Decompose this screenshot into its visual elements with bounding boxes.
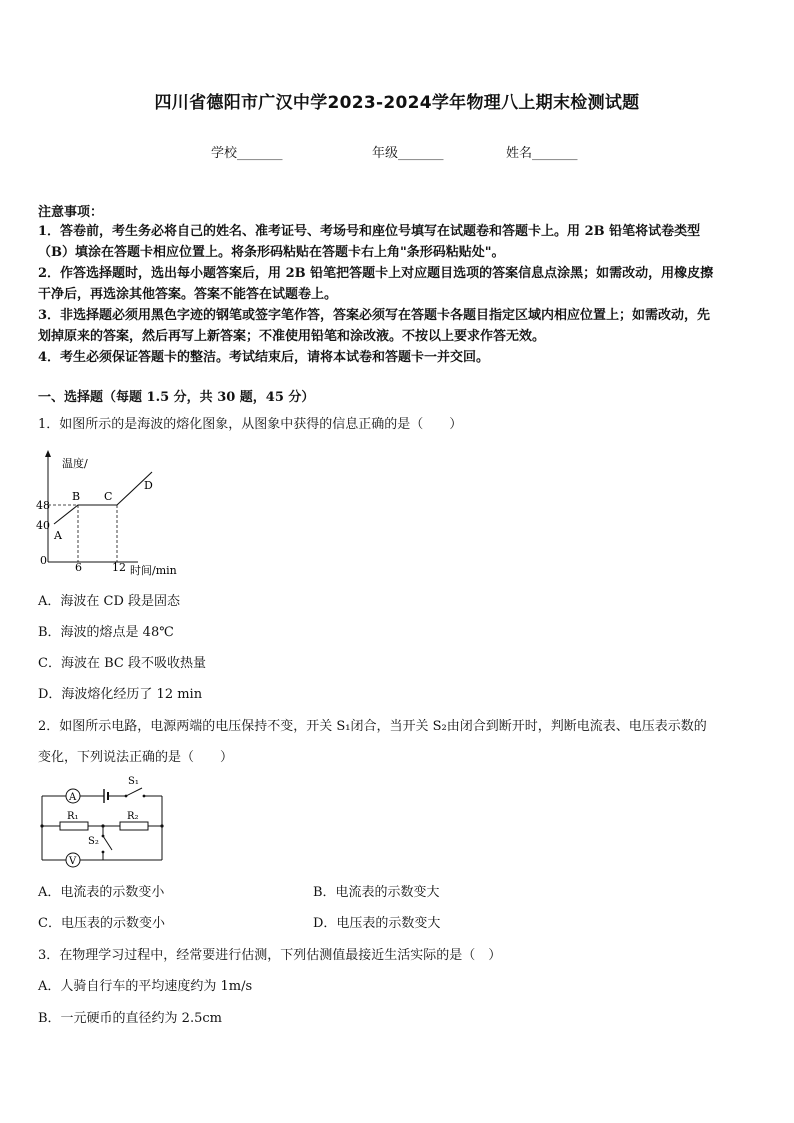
q2-stem-line-2: 变化，下列说法正确的是（ ）	[38, 750, 234, 765]
switch-s1	[126, 788, 142, 796]
graph-ytick-40: 40	[36, 519, 50, 532]
resistor-r1	[60, 822, 88, 830]
graph-y-arrow	[45, 450, 51, 457]
q2-option-a: A．电流表的示数变小	[38, 885, 165, 900]
graph-point-b: B	[72, 490, 81, 503]
graph-curve	[54, 472, 152, 524]
section-heading: 一、选择题（每题 1.5 分，共 30 题，45 分）	[38, 390, 315, 405]
resistor-r2	[120, 822, 148, 830]
notice-line-6: 划掉原来的答案，然后再写上新答案；不准使用铅笔和涂改液。不按以上要求作答无效。	[38, 329, 546, 344]
q2-option-b: B．电流表的示数变大	[313, 885, 440, 900]
q3-stem: 3．在物理学习过程中，经常要进行估测，下列估测值最接近生活实际的是（ ）	[38, 948, 502, 963]
school-field: 学校_______	[211, 146, 283, 161]
voltmeter-label: V	[69, 856, 77, 867]
r2-label: R₂	[127, 811, 139, 822]
graph-ylabel: 温度/	[62, 457, 88, 470]
graph-point-c: C	[104, 490, 113, 503]
notice-line-4: 干净后，再选涂其他答案。答案不能答在试题卷上。	[38, 287, 338, 302]
q1-melting-graph	[30, 446, 200, 582]
page-title: 四川省德阳市广汉中学2023-2024学年物理八上期末检测试题	[154, 93, 640, 113]
q2-circuit-diagram	[36, 774, 168, 872]
graph-point-d: D	[144, 479, 153, 492]
q2-option-d: D．电压表的示数变大	[313, 916, 441, 931]
name-field: 姓名_______	[506, 146, 578, 161]
q3-option-a: A．人骑自行车的平均速度约为 1m/s	[38, 979, 253, 994]
q3-option-b: B．一元硬币的直径约为 2.5cm	[38, 1011, 222, 1026]
q1-option-d: D．海波熔化经历了 12 min	[38, 687, 203, 702]
graph-point-a: A	[54, 529, 62, 542]
notice-heading: 注意事项：	[38, 205, 104, 220]
switch-s2	[103, 836, 112, 850]
notice-line-7: 4．考生必须保证答题卡的整洁。考试结束后，请将本试卷和答题卡一并交回。	[38, 350, 490, 365]
grade-field: 年级_______	[372, 146, 444, 161]
graph-ytick-48: 48	[36, 499, 50, 512]
graph-origin: 0	[40, 554, 47, 567]
q1-option-b: B．海波的熔点是 48℃	[38, 625, 174, 640]
ammeter-label: A	[69, 792, 77, 803]
notice-line-1: 1．答卷前，考生务必将自己的姓名、准考证号、考场号和座位号填写在试题卷和答题卡上。用 2B 铅笔将试卷类型	[38, 224, 701, 239]
q2-option-c: C．电压表的示数变小	[38, 916, 165, 931]
graph-xlabel: 时间/min	[130, 564, 177, 577]
graph-xtick-6: 6	[75, 561, 82, 574]
q1-option-c: C．海波在 BC 段不吸收热量	[38, 656, 206, 671]
notice-line-2: （B）填涂在答题卡相应位置上。将条形码粘贴在答题卡右上角"条形码粘贴处"。	[38, 245, 505, 260]
s2-label: S₂	[88, 836, 99, 847]
notice-line-5: 3．非选择题必须用黑色字迹的钢笔或签字笔作答，答案必须写在答题卡各题目指定区域内相应位置上；如需改动，先	[38, 308, 711, 323]
s1-label: S₁	[128, 776, 139, 787]
r1-label: R₁	[67, 811, 79, 822]
graph-xtick-12: 12	[112, 561, 126, 574]
q1-stem: 1．如图所示的是海波的熔化图象，从图象中获得的信息正确的是（ ）	[38, 417, 463, 432]
notice-line-3: 2．作答选择题时，选出每小题答案后，用 2B 铅笔把答题卡上对应题目选项的答案信息点涂黑；如需改动，用橡皮擦	[38, 266, 714, 281]
q2-stem-line-1: 2．如图所示电路，电源两端的电压保持不变，开关 S₁闭合，当开关 S₂由闭合到断开时，判断电流表、电压表示数的	[38, 719, 707, 734]
q1-option-a: A．海波在 CD 段是固态	[38, 594, 181, 609]
